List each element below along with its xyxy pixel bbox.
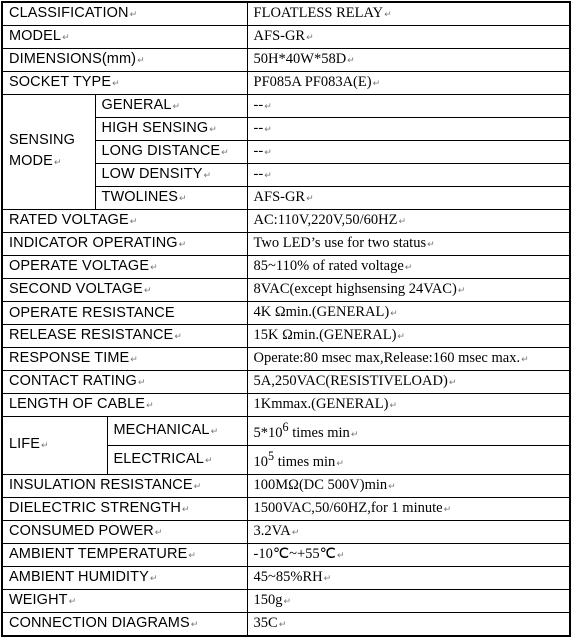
spec-value: 85~110% of rated voltage↵: [247, 256, 570, 279]
spec-label: MODEL↵: [2, 26, 247, 49]
spec-label: CLASSIFICATION↵: [2, 2, 247, 26]
spec-label: DIMENSIONS(mm)↵: [2, 49, 247, 72]
spec-label: CONSUMED POWER↵: [2, 520, 247, 543]
spec-row-classification: [2, 2, 570, 26]
spec-label: OPERATE RESISTANCE: [2, 302, 247, 325]
spec-value: 45~85%RH↵: [247, 566, 570, 589]
spec-label: RATED VOLTAGE↵: [2, 210, 247, 233]
spec-label: RESPONSE TIME↵: [2, 348, 247, 371]
spec-row-consumed-power: [2, 520, 570, 543]
spec-value: --↵: [247, 118, 570, 141]
spec-value: 8VAC(except highsensing 24VAC)↵: [247, 279, 570, 302]
spec-value: $10^5$ times min↵: [247, 445, 570, 474]
spec-row-operate-voltage: [2, 256, 570, 279]
spec-value: 50H*40W*58D↵: [247, 49, 570, 72]
spec-value: 1500VAC,50/60HZ,for 1 minute↵: [247, 497, 570, 520]
spec-label: WEIGHT↵: [2, 589, 247, 612]
life-label: LIFE↵: [2, 417, 107, 475]
spec-value: 4K Ωmin.(GENERAL)↵: [247, 302, 570, 325]
spec-label: INSULATION RESISTANCE↵: [2, 474, 247, 497]
spec-row-dielectric: [2, 497, 570, 520]
spec-row-response-time: [2, 348, 570, 371]
spec-label: DIELECTRIC STRENGTH↵: [2, 497, 247, 520]
spec-row-insulation: [2, 474, 570, 497]
spec-sublabel: HIGH SENSING↵: [95, 118, 247, 141]
spec-sublabel: LONG DISTANCE↵: [95, 141, 247, 164]
spec-row-contact-rating: [2, 371, 570, 394]
spec-value: AFS-GR↵: [247, 26, 570, 49]
spec-value: AC:110V,220V,50/60HZ↵: [247, 210, 570, 233]
spec-value: 5A,250VAC(RESISTIVELOAD)↵: [247, 371, 570, 394]
sensing-mode-label: [2, 95, 95, 210]
spec-label: AMBIENT TEMPERATURE↵: [2, 543, 247, 566]
spec-label: SECOND VOLTAGE↵: [2, 279, 247, 302]
spec-label: SOCKET TYPE↵: [2, 72, 247, 95]
spec-label: CONTACT RATING↵: [2, 371, 247, 394]
spec-sublabel: MECHANICAL↵: [107, 417, 247, 446]
spec-row-socket-type: [2, 72, 570, 95]
spec-sublabel: LOW DENSITY↵: [95, 164, 247, 187]
spec-row-connection: [2, 612, 570, 636]
spec-row-second-voltage: [2, 279, 570, 302]
spec-row-indicator: [2, 233, 570, 256]
spec-value: Operate:80 msec max,Release:160 msec max.↵: [247, 348, 570, 371]
spec-value: AFS-GR↵: [247, 187, 570, 210]
spec-value: -10℃~+55℃↵: [247, 543, 570, 566]
spec-value: 35C↵: [247, 612, 570, 636]
spec-value: Two LED’s use for two status↵: [247, 233, 570, 256]
spec-row-rated-voltage: [2, 210, 570, 233]
spec-value: --↵: [247, 95, 570, 118]
spec-sublabel: TWOLINES↵: [95, 187, 247, 210]
spec-value: 3.2VA↵: [247, 520, 570, 543]
spec-table: [1, 1, 571, 637]
spec-value: 150g↵: [247, 589, 570, 612]
spec-row-dimensions: [2, 49, 570, 72]
spec-row-life-mechanical: [2, 417, 570, 446]
spec-label: RELEASE RESISTANCE↵: [2, 325, 247, 348]
sensing-label-line2: MODE↵: [9, 153, 62, 169]
spec-label: LENGTH OF CABLE↵: [2, 394, 247, 417]
spec-value: 15K Ωmin.(GENERAL)↵: [247, 325, 570, 348]
spec-label: OPERATE VOLTAGE↵: [2, 256, 247, 279]
spec-label: AMBIENT HUMIDITY↵: [2, 566, 247, 589]
spec-row-temperature: [2, 543, 570, 566]
spec-row-sensing-general: [2, 95, 570, 118]
spec-label: INDICATOR OPERATING↵: [2, 233, 247, 256]
spec-value: --↵: [247, 141, 570, 164]
spec-label: CONNECTION DIAGRAMS↵: [2, 612, 247, 636]
spec-value: --↵: [247, 164, 570, 187]
spec-row-model: [2, 26, 570, 49]
spec-value: 100MΩ(DC 500V)min↵: [247, 474, 570, 497]
spec-value: 1Kmmax.(GENERAL)↵: [247, 394, 570, 417]
sensing-label-line1: SENSING: [9, 132, 75, 148]
spec-value: FLOATLESS RELAY↵: [247, 2, 570, 26]
spec-value: $5*10^6$ times min↵: [247, 417, 570, 446]
spec-row-release-resistance: [2, 325, 570, 348]
spec-row-weight: [2, 589, 570, 612]
spec-sublabel: GENERAL↵: [95, 95, 247, 118]
spec-value: PF085A PF083A(E)↵: [247, 72, 570, 95]
spec-row-operate-resistance: [2, 302, 570, 325]
spec-sublabel: ELECTRICAL↵: [107, 445, 247, 474]
spec-row-humidity: [2, 566, 570, 589]
spec-row-cable-length: [2, 394, 570, 417]
